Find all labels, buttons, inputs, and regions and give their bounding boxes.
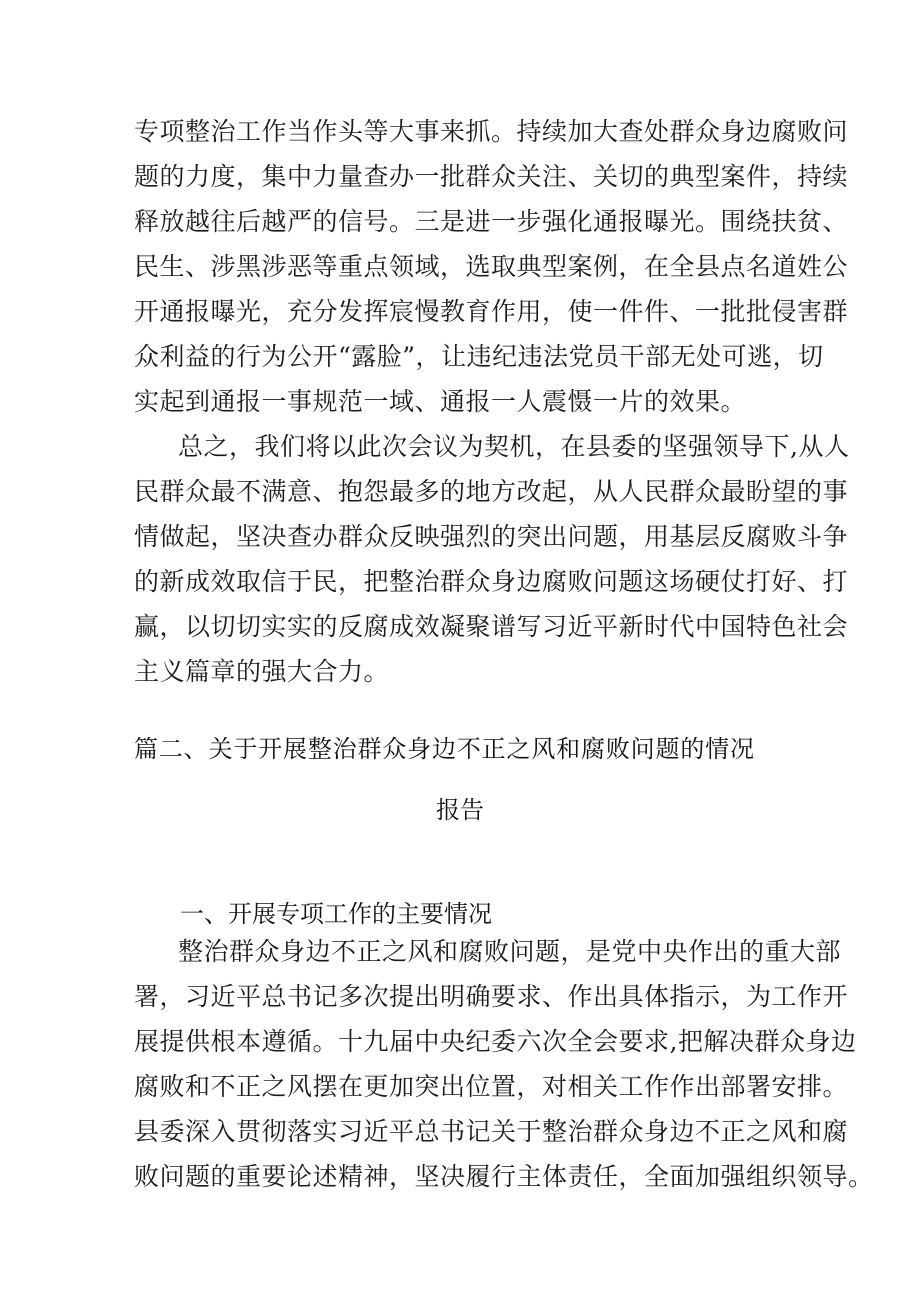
text-line: 专项整治工作当作头等大事来抓。持续加大查处群众身边腐败问 — [134, 117, 849, 146]
text-line: 主义篇章的强大合力。 — [134, 657, 390, 686]
text-line: 腐败和不正之风摆在更加突出位置，对相关工作作出部署安排。 — [134, 1072, 849, 1101]
text-line: 赢，以切切实实的反腐成效凝聚谱写习近平新时代中国特色社会 — [134, 612, 849, 641]
text-line: 署，习近平总书记多次提出明确要求、作出具体指示，为工作开 — [134, 982, 849, 1011]
text-line: 实起到通报一事规范一域、通报一人震慑一片的效果。 — [134, 387, 747, 416]
text-line: 败问题的重要论述精神，坚决履行主体责任，全面加强组织领导。 — [134, 1162, 874, 1191]
text-line: 题的力度，集中力量查办一批群众关注、关切的典型案件，持续 — [134, 162, 849, 191]
text-line: 县委深入贯彻落实习近平总书记关于整治群众身边不正之风和腐 — [134, 1117, 849, 1146]
text-line: 情做起，坚决查办群众反映强烈的突出问题，用基层反腐败斗争 — [134, 522, 849, 551]
section-heading: 一、开展专项工作的主要情况 — [180, 900, 492, 928]
text-line: 众利益的行为公开“露脸”，让违纪违法党员干部无处可逃，切 — [134, 342, 824, 371]
text-line: 民生、涉黑涉恶等重点领域，选取典型案例，在全县点名道姓公 — [134, 252, 849, 281]
text-line: 释放越往后越严的信号。三是进一步强化通报曝光。围绕扶贫、 — [134, 207, 849, 236]
text-line: 民群众最不满意、抱怨最多的地方改起，从人民群众最盼望的事 — [134, 477, 849, 506]
article-title-line1: 篇二、关于开展整治群众身边不正之风和腐败问题的情况 — [134, 735, 754, 763]
text-line: 的新成效取信于民，把整治群众身边腐败问题这场硬仗打好、打 — [134, 567, 849, 596]
text-line: 开通报曝光，充分发挥宸慢教育作用，使一件件、一批批侵害群 — [134, 297, 849, 326]
text-line: 展提供根本遵循。十九届中央纪委六次全会要求,把解决群众身边 — [134, 1027, 857, 1056]
text-line: 总之，我们将以此次会议为契机，在县委的坚强领导下,从人 — [178, 432, 850, 461]
text-line: 整治群众身边不正之风和腐败问题，是党中央作出的重大部 — [178, 937, 842, 966]
article-title-line2: 报告 — [436, 796, 484, 824]
